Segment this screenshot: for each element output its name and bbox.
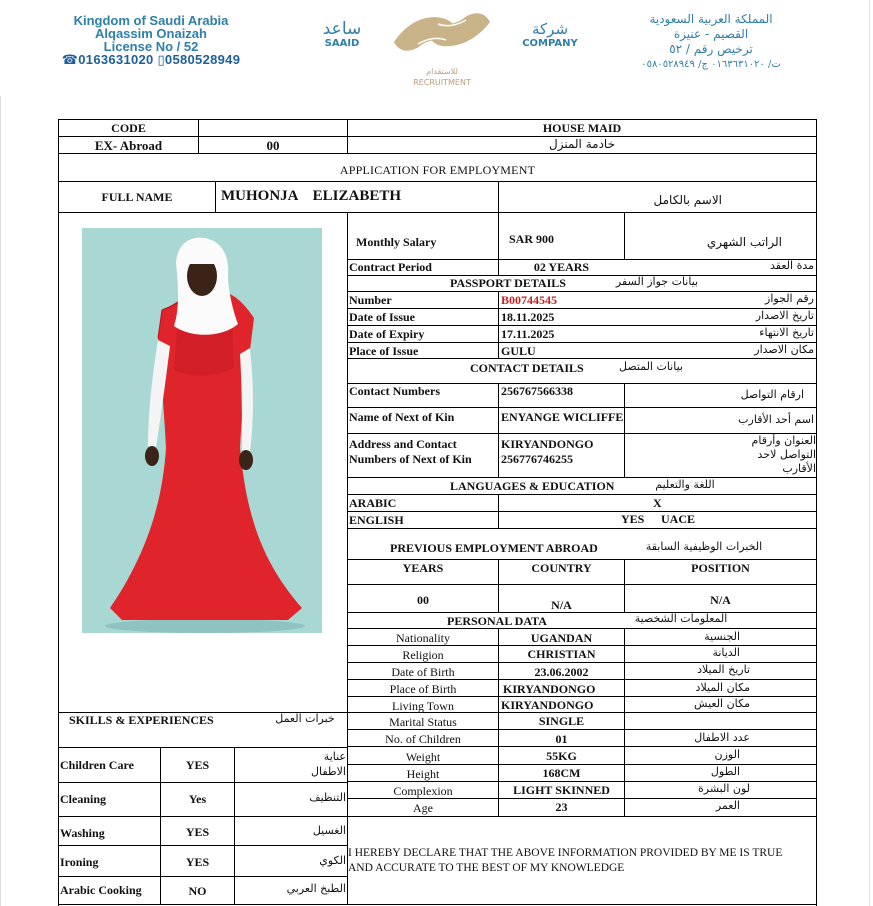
brand-arabic: ساعد [322,19,362,39]
skill-children-care-value: YES [185,758,210,772]
english-value: YES [621,512,645,526]
full-name-ar: الاسم بالكامل [653,193,722,207]
skill-cleaning-ar: التنظيف [309,791,346,804]
code-label: CODE [111,121,146,135]
skill-washing-label: Washing [60,826,105,840]
passport-issue-label: Date of Issue [349,310,415,324]
next-of-kin-label: Name of Next of Kin [349,410,455,424]
children-value: 01 [555,732,568,746]
languages-section-title: LANGUAGES & EDUCATION [450,479,615,493]
skill-children-care-ar-line1: عناية [323,750,346,763]
employment-section-title-ar: الخبرات الوظيفية السابقة [645,540,763,553]
religion-label: Religion [402,648,444,662]
employment-section-title: PREVIOUS EMPLOYMENT ABROAD [390,541,598,555]
pob-value: KIRYANDONGO [503,682,596,696]
skill-children-care-label: Children Care [60,758,134,772]
languages-section-title-ar: اللغة والتعليم [655,478,715,491]
dob-label: Date of Birth [391,665,455,679]
skills-section-title: SKILLS & EXPERIENCES [69,713,214,727]
contract-period-value: 02 YEARS [533,260,590,274]
kin-address-ar-line1: العنوان وأرقام [751,434,816,447]
salary-label: Monthly Salary [356,235,437,249]
page-edge-left [0,96,1,906]
passport-section-title: PASSPORT DETAILS [450,276,566,290]
kin-address-phone: 256776746255 [501,452,573,466]
header-arabic-block [596,12,826,72]
children-label: No. of Children [385,732,461,746]
skill-ironing-label: Ironing [60,855,99,869]
header-ar-city: القصيم - عنيزة [673,27,749,41]
next-of-kin-ar: اسم أحد الأقارب [738,413,814,426]
header-country: Kingdom of Saudi Arabia [73,13,229,28]
brand-logo-left [312,20,372,49]
living-town-ar: مكان العيش [694,697,750,710]
pob-ar: مكان الميلاد [695,681,750,694]
passport-number-value: B00744545 [501,293,558,307]
skill-ironing-value: YES [185,855,210,869]
applicant-figure-icon [82,228,322,633]
employment-country: N/A [551,598,572,612]
skill-arabic-cooking-value: NO [188,884,207,898]
arabic-value: X [653,496,662,510]
recruitment-label [396,66,488,88]
contact-numbers-ar: ارقام التواصل [740,388,804,401]
complexion-ar: لون البشرة [698,782,750,795]
kin-address-label [349,437,497,467]
salary-ar: الراتب الشهري [706,235,782,249]
contact-section-title-ar: بيانات المتصل [619,360,683,373]
english-label: ENGLISH [349,513,404,527]
header-phones: ☎0163631020 ▯0580528949 [61,52,241,67]
kin-address-ar-line2: التواصل لاحد [757,448,816,461]
skill-cleaning-label: Cleaning [60,792,107,806]
passport-expiry-label: Date of Expiry [349,327,425,341]
nationality-ar: الجنسية [704,630,740,643]
brand-english: SAAID [324,38,360,49]
complexion-value: LIGHT SKINNED [513,783,610,797]
children-ar: عدد الاطفال [694,731,750,744]
skill-arabic-cooking-ar: الطبخ العربي [286,882,346,895]
recruitment-ar: للاستقدام [426,67,458,76]
contact-numbers-value: 256767566338 [501,384,573,398]
personal-section-title-ar: المعلومات الشخصية [634,612,728,625]
declaration-text [348,846,818,876]
skill-washing-value: YES [185,825,210,839]
passport-issue-ar: تاريخ الاصدار [755,309,814,322]
living-town-value: KIRYANDONGO [501,698,594,712]
passport-number-label: Number [349,293,392,307]
age-label: Age [413,801,433,815]
skills-section-title-ar: خبرات العمل [275,712,335,725]
weight-label: Weight [405,750,441,764]
pob-label: Place of Birth [389,682,457,696]
religion-ar: الديانة [712,646,740,659]
contact-numbers-label: Contact Numbers [349,384,440,398]
header-license: License No / 52 [103,39,199,54]
declaration-line1: I HEREBY DECLARE THAT THE ABOVE INFORMATION PROVIDED BY ME IS TRUE [348,847,783,859]
employment-years: 00 [417,593,429,607]
skill-ironing-ar: الكوي [319,854,346,867]
skill-children-care-ar [236,749,346,779]
header-ar-country: المملكة العربية السعودية [649,12,773,26]
company-arabic: شركة [531,20,569,38]
position-title: HOUSE MAID [542,121,622,135]
age-value: 23 [555,800,568,814]
full-name-label: FULL NAME [101,190,173,204]
handshake-logo-icon [388,4,496,62]
nationality-label: Nationality [396,631,450,645]
header-ar-phones: ت/ ٠١٦٣٦٣١٠٢٠ ج/ ٠٥٨٠٥٢٨٩٤٩ [641,59,781,70]
page-edge-right [869,0,870,906]
weight-value: 55KG [546,749,577,763]
brand-logo-right [520,20,580,49]
applicant-photo [82,228,322,633]
declaration-line2: AND ACCURATE TO THE BEST OF MY KNOWLEDGE [348,862,625,874]
kin-address-ar [700,434,816,476]
education-level: UACE [661,512,696,526]
kin-address-ar-line3: الأقارب [782,462,816,475]
marital-status-value: SINGLE [538,714,585,728]
full-name-value: MUHONJA ELIZABETH [221,188,402,204]
skill-children-care-ar-line2: الاطفال [311,765,346,778]
personal-section-title: PERSONAL DATA [447,614,547,628]
dob-value: 23.06.2002 [534,665,589,679]
passport-place-ar: مكان الاصدار [754,343,814,356]
ex-abroad-label: EX- Abroad [94,138,163,153]
recruitment-en: RECRUITMENT [413,78,471,87]
height-label: Height [406,767,440,781]
kin-address-label-line1: Address and Contact [349,437,457,451]
next-of-kin-value: ENYANGE WICLIFFE [501,410,624,424]
age-ar: العمر [715,799,740,812]
living-town-label: Living Town [392,699,454,713]
kin-address-town: KIRYANDONGO [501,437,594,451]
position-title-ar: خادمة المنزل [549,137,615,151]
col-country-header: COUNTRY [531,561,592,575]
skill-cleaning-value: Yes [188,792,207,806]
company-english: COMPANY [522,38,578,49]
ex-abroad-value: 00 [266,138,280,153]
arabic-label: ARABIC [349,496,397,510]
col-years-header: YEARS [402,561,444,575]
header-ar-license: ترخيص رقم / ٥٢ [669,42,753,56]
nationality-value: UGANDAN [530,631,593,645]
skill-washing-ar: الغسيل [312,824,346,837]
header-city: Alqassim Onaizah [95,26,207,41]
height-ar: الطول [710,765,740,778]
complexion-label: Complexion [393,784,453,798]
passport-expiry-ar: تاريخ الانتهاء [759,326,814,339]
passport-section-title-ar: بيانات جواز السفر [615,275,699,288]
kin-address-label-line2: Numbers of Next of Kin [349,452,472,466]
passport-place-value: GULU [501,344,536,358]
col-position-header: POSITION [691,561,750,575]
skill-arabic-cooking-label: Arabic Cooking [60,883,142,897]
religion-value: CHRISTIAN [527,647,596,661]
weight-ar: الوزن [714,748,740,761]
passport-expiry-value: 17.11.2025 [501,327,555,341]
dob-ar: تاريخ الميلاد [697,663,750,676]
contact-section-title: CONTACT DETAILS [470,361,584,375]
contract-period-ar: مدة العقد [770,259,814,272]
application-title: APPLICATION FOR EMPLOYMENT [339,163,536,177]
passport-issue-value: 18.11.2025 [501,310,555,324]
employment-position: N/A [710,593,731,607]
height-value: 168CM [542,766,581,780]
marital-status-label: Marital Status [389,715,457,729]
passport-number-ar: رقم الجواز [765,292,814,305]
header-english-block [16,14,286,66]
salary-value: SAR 900 [509,232,555,246]
kin-address-value [501,437,623,467]
passport-place-label: Place of Issue [349,344,419,358]
contract-period-label: Contract Period [349,260,432,274]
